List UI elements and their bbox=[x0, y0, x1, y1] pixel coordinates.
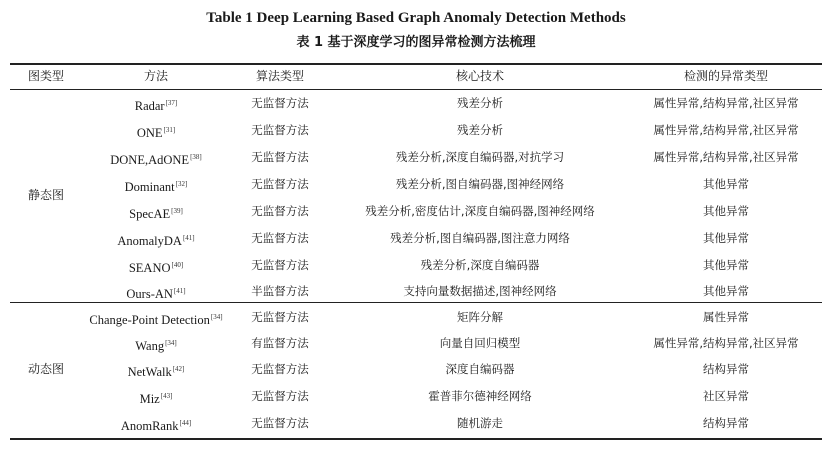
method-name: Change-Point Detection bbox=[89, 313, 210, 327]
algorithm-type-cell: 无监督方法 bbox=[251, 150, 309, 164]
method-name: Wang bbox=[135, 339, 165, 353]
anomaly-type-cell: 属性异常,结构异常,社区异常 bbox=[653, 150, 799, 164]
method-cell bbox=[82, 198, 230, 224]
core-technique-cell: 矩阵分解 bbox=[457, 310, 503, 324]
anomaly-type-cell: 属性异常,结构异常,社区异常 bbox=[653, 123, 799, 137]
algorithm-type-cell: 有监督方法 bbox=[251, 336, 309, 350]
algorithm-type-cell: 无监督方法 bbox=[251, 310, 309, 324]
algorithm-type-cell: 无监督方法 bbox=[251, 362, 309, 376]
core-technique-cell: 支持向量数据描述,图神经网络 bbox=[403, 284, 557, 298]
header-core-technique: 核心技术 bbox=[455, 69, 504, 83]
method-cell bbox=[82, 117, 230, 143]
anomaly-type-cell: 结构异常 bbox=[703, 362, 749, 376]
reference-superscript: [43] bbox=[160, 392, 173, 400]
algorithm-type-cell: 无监督方法 bbox=[251, 416, 309, 430]
algorithm-type-cell: 无监督方法 bbox=[251, 123, 309, 137]
method-cell bbox=[82, 356, 230, 382]
reference-superscript: [41] bbox=[182, 234, 195, 242]
core-technique-cell: 残差分析,图自编码器,图注意力网络 bbox=[390, 231, 570, 245]
reference-superscript: [34] bbox=[210, 313, 223, 321]
method-name: AnomalyDA bbox=[117, 234, 182, 248]
reference-superscript: [31] bbox=[163, 126, 176, 134]
method-name: Miz bbox=[139, 392, 160, 406]
method-name: SpecAE bbox=[129, 207, 171, 221]
core-technique-cell: 残差分析,图自编码器,图神经网络 bbox=[395, 177, 565, 191]
algorithm-type-cell: 无监督方法 bbox=[251, 389, 309, 403]
algorithm-type-cell: 半监督方法 bbox=[251, 284, 309, 298]
anomaly-type-cell: 其他异常 bbox=[703, 231, 749, 245]
method-cell bbox=[82, 304, 230, 330]
reference-superscript: [37] bbox=[165, 99, 178, 107]
core-technique-cell: 深度自编码器 bbox=[445, 362, 515, 376]
anomaly-type-cell: 属性异常,结构异常,社区异常 bbox=[653, 96, 799, 110]
table-title-chinese: 表 1 基于深度学习的图异常检测方法梳理 bbox=[296, 35, 536, 50]
core-technique-cell: 残差分析 bbox=[457, 123, 503, 137]
core-technique-cell: 残差分析,深度自编码器,对抗学习 bbox=[395, 150, 565, 164]
method-cell bbox=[82, 90, 230, 116]
anomaly-type-cell: 其他异常 bbox=[703, 258, 749, 272]
algorithm-type-cell: 无监督方法 bbox=[251, 258, 309, 272]
core-technique-cell: 残差分析,深度自编码器 bbox=[420, 258, 540, 272]
method-cell bbox=[82, 171, 230, 197]
header-anomaly-type: 检测的异常类型 bbox=[683, 69, 768, 83]
reference-superscript: [42] bbox=[172, 365, 185, 373]
method-cell bbox=[82, 330, 230, 356]
table-title-english: Table 1 Deep Learning Based Graph Anomaly Detection Methods bbox=[206, 10, 626, 26]
method-cell bbox=[82, 383, 230, 409]
header-method: 方法 bbox=[143, 69, 168, 83]
anomaly-type-cell: 其他异常 bbox=[703, 284, 749, 298]
core-technique-cell: 霍普菲尔德神经网络 bbox=[428, 389, 532, 403]
reference-superscript: [32] bbox=[175, 180, 188, 188]
group-label-static-graph: 静态图 bbox=[27, 188, 64, 202]
anomaly-type-cell: 属性异常,结构异常,社区异常 bbox=[653, 336, 799, 350]
reference-superscript: [34] bbox=[165, 339, 177, 347]
algorithm-type-cell: 无监督方法 bbox=[251, 177, 309, 191]
core-technique-cell: 残差分析 bbox=[457, 96, 503, 110]
method-name: Dominant bbox=[124, 180, 175, 194]
method-cell bbox=[82, 252, 230, 278]
core-technique-cell: 残差分析,密度估计,深度自编码器,图神经网络 bbox=[365, 204, 595, 218]
bottom-rule bbox=[10, 438, 822, 440]
reference-superscript: [38] bbox=[190, 153, 202, 161]
algorithm-type-cell: 无监督方法 bbox=[251, 231, 309, 245]
reference-superscript: [39] bbox=[171, 207, 183, 215]
anomaly-type-cell: 社区异常 bbox=[703, 389, 749, 403]
method-cell bbox=[82, 144, 230, 170]
method-name: DONE,AdONE bbox=[110, 153, 190, 167]
anomaly-type-cell: 其他异常 bbox=[703, 177, 749, 191]
algorithm-type-cell: 无监督方法 bbox=[251, 204, 309, 218]
method-cell bbox=[82, 410, 230, 436]
method-name: AnomRank bbox=[120, 419, 179, 433]
method-name: ONE bbox=[136, 126, 163, 140]
header-graph-type: 图类型 bbox=[27, 69, 64, 83]
anomaly-type-cell: 其他异常 bbox=[703, 204, 749, 218]
method-name: Ours-AN bbox=[126, 287, 173, 301]
reference-superscript: [41] bbox=[173, 287, 186, 295]
method-name: SEANO bbox=[128, 261, 171, 275]
method-cell bbox=[82, 225, 230, 251]
header-algorithm-type: 算法类型 bbox=[255, 69, 304, 83]
method-name: NetWalk bbox=[127, 365, 172, 379]
method-cell bbox=[82, 278, 230, 304]
core-technique-cell: 随机游走 bbox=[457, 416, 503, 430]
anomaly-type-cell: 属性异常 bbox=[703, 310, 749, 324]
group-label-dynamic-graph: 动态图 bbox=[27, 362, 64, 376]
algorithm-type-cell: 无监督方法 bbox=[251, 96, 309, 110]
core-technique-cell: 向量自回归模型 bbox=[439, 336, 521, 350]
anomaly-type-cell: 结构异常 bbox=[703, 416, 749, 430]
reference-superscript: [40] bbox=[171, 261, 184, 269]
reference-superscript: [44] bbox=[179, 419, 192, 427]
method-name: Radar bbox=[134, 99, 165, 113]
